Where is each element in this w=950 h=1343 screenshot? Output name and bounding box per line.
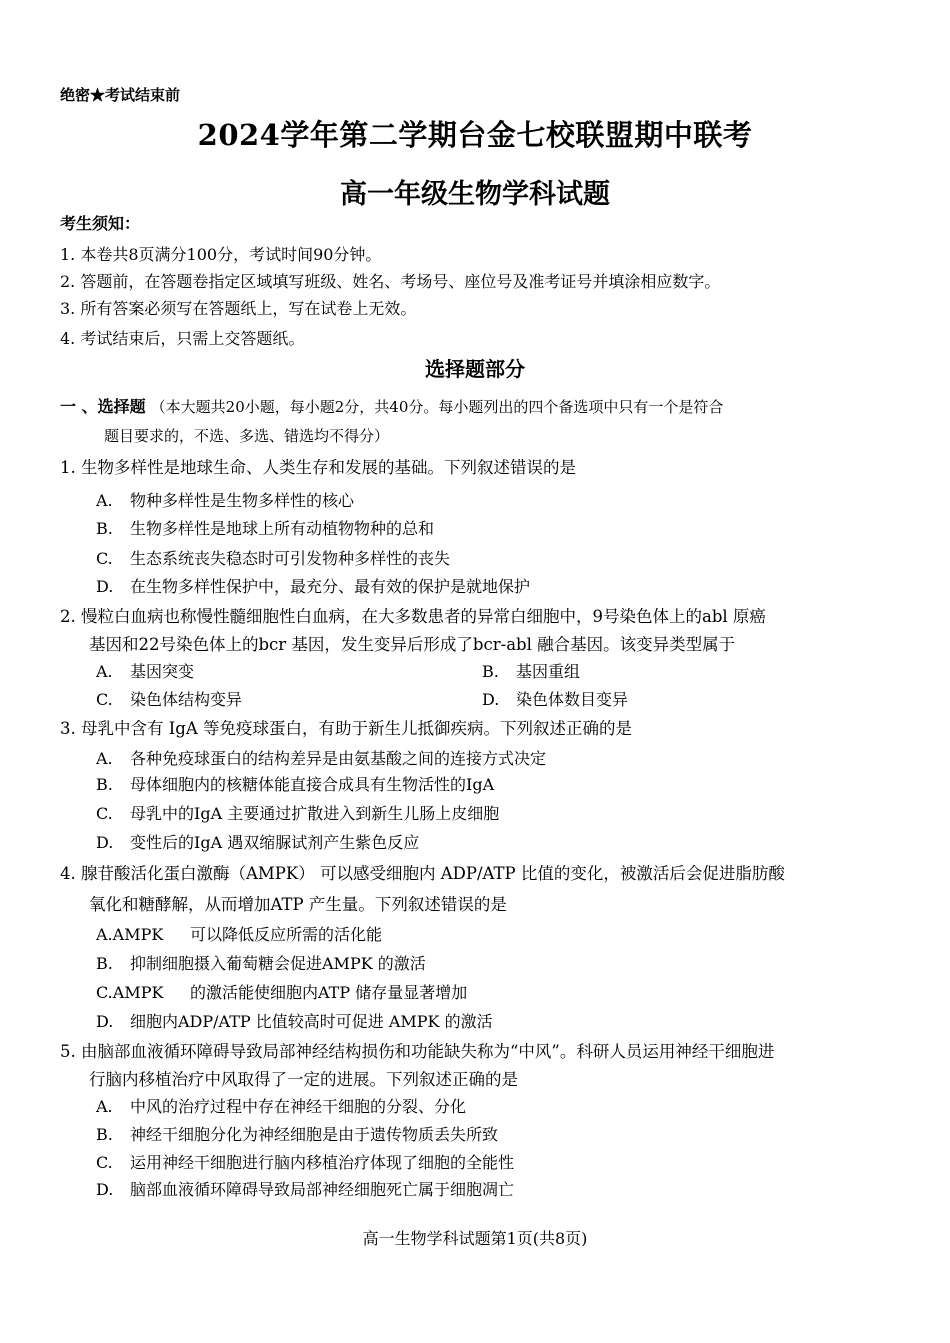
question-1-stem: 1. 生物多样性是地球生命、人类生存和发展的基础。下列叙述错误的是: [60, 458, 576, 477]
option-text: 神经干细胞分化为神经细胞是由于遗传物质丢失所致: [130, 1125, 499, 1144]
option-letter: B.: [96, 1125, 113, 1144]
option-letter: B.: [96, 775, 113, 794]
option-letter: C.: [96, 804, 113, 823]
option-text: 脑部血液循环障碍导致局部神经细胞死亡属于细胞凋亡: [130, 1180, 515, 1199]
question-5-option-b: [96, 1122, 498, 1145]
option-letter: A.AMPK: [96, 925, 164, 944]
option-letter: A.: [96, 1097, 113, 1116]
option-letter: A.: [96, 749, 113, 768]
option-text: 各种免疫球蛋白的结构差异是由氨基酸之间的连接方式决定: [130, 749, 547, 768]
question-4-stem-cont: 氧化和糖酵解，从而增加ATP 产生量。下列叙述错误的是: [89, 895, 507, 914]
option-letter: D.: [96, 577, 114, 596]
option-text: 抑制细胞摄入葡萄糖会促进AMPK 的激活: [130, 954, 426, 973]
option-text: 物种多样性是生物多样性的核心: [130, 491, 355, 510]
part-instructions: （本大题共20小题，每小题2分，共40分。每小题列出的四个备选项中只有一个是符合: [150, 398, 724, 416]
question-4-option-c: [96, 980, 467, 1003]
part-heading: [60, 394, 723, 417]
option-letter: D.: [96, 1180, 114, 1199]
option-letter: B.: [96, 519, 113, 538]
question-2-stem: 2. 慢粒白血病也称慢性髓细胞性白血病，在大多数患者的异常白细胞中，9号染色体上的abl 原癌: [60, 607, 766, 626]
question-5-option-a: [96, 1094, 466, 1117]
option-letter: D.: [96, 1012, 114, 1031]
question-2-option-d: [482, 687, 628, 710]
option-text: 母体细胞内的核糖体能直接合成具有生物活性的IgA: [130, 775, 495, 794]
option-text: 运用神经干细胞进行脑内移植治疗体现了细胞的全能性: [130, 1153, 515, 1172]
option-text: 染色体数目变异: [516, 690, 629, 709]
option-text: 母乳中的IgA 主要通过扩散进入到新生儿肠上皮细胞: [130, 804, 500, 823]
part-instructions-cont: 题目要求的，不选、多选、错选均不得分）: [104, 427, 390, 445]
option-letter: B.: [482, 662, 499, 681]
question-4-stem: 4. 腺苷酸活化蛋白激酶（AMPK） 可以感受细胞内 ADP/ATP 比值的变化，被激活后会促进脂肪酸: [60, 864, 785, 883]
option-letter: A.: [96, 662, 113, 681]
question-1-option-b: [96, 516, 434, 539]
question-5-stem: 5. 由脑部血液循环障碍导致局部神经结构损伤和功能缺失称为“中风”。科研人员运用神经干细胞进: [60, 1042, 775, 1061]
question-5-stem-cont: 行脑内移植治疗中风取得了一定的进展。下列叙述正确的是: [89, 1070, 518, 1089]
option-letter: A.: [96, 491, 113, 510]
question-4-option-a: [96, 922, 382, 945]
option-letter: C.: [96, 549, 113, 568]
option-text: 可以降低反应所需的活化能: [190, 925, 383, 944]
page-footer: 高一生物学科试题第1页(共8页): [362, 1229, 588, 1248]
question-3-option-a: [96, 746, 546, 769]
notice-item: 4. 考试结束后，只需上交答题纸。: [60, 329, 305, 348]
question-4-option-d: [96, 1009, 493, 1032]
question-3-option-b: [96, 772, 494, 795]
part-label: 一 、选择题: [60, 397, 146, 416]
notice-heading: 考生须知：: [60, 214, 141, 233]
question-3-option-d: [96, 830, 419, 853]
question-5-option-d: [96, 1177, 514, 1200]
question-3-stem: 3. 母乳中含有 IgA 等免疫球蛋白，有助于新生儿抵御疾病。下列叙述正确的是: [60, 719, 632, 738]
option-text: 生态系统丧失稳态时可引发物种多样性的丧失: [130, 549, 451, 568]
option-text: 生物多样性是地球上所有动植物物种的总和: [130, 519, 435, 538]
section-title: 选择题部分: [425, 357, 525, 381]
notice-item: 1. 本卷共8页满分100分，考试时间90分钟。: [60, 245, 382, 264]
question-2-option-c: [96, 687, 242, 710]
notice-item: 3. 所有答案必须写在答题纸上，写在试卷上无效。: [60, 299, 417, 318]
option-letter: C.: [96, 690, 113, 709]
question-2-option-b: [482, 659, 580, 682]
option-text: 在生物多样性保护中，最充分、最有效的保护是就地保护: [130, 577, 531, 596]
option-text: 变性后的IgA 遇双缩脲试剂产生紫色反应: [130, 833, 420, 852]
question-2-stem-cont: 基因和22号染色体上的bcr 基因，发生变异后形成了bcr-abl 融合基因。该变异类型属于: [89, 635, 736, 654]
option-text: 基因重组: [516, 662, 581, 681]
option-letter: D.: [482, 690, 500, 709]
confidential-mark: 绝密★考试结束前: [60, 86, 181, 104]
option-text: 染色体结构变异: [130, 690, 243, 709]
question-3-option-c: [96, 801, 499, 824]
option-text: 细胞内ADP/ATP 比值较高时可促进 AMPK 的激活: [130, 1012, 493, 1031]
exam-title: 2024学年第二学期台金七校联盟期中联考: [197, 118, 753, 152]
question-2-option-a: [96, 659, 194, 682]
option-letter: C.AMPK: [96, 983, 164, 1002]
question-4-option-b: [96, 951, 426, 974]
option-text: 中风的治疗过程中存在神经干细胞的分裂、分化: [130, 1097, 467, 1116]
option-text: 基因突变: [130, 662, 195, 681]
exam-subtitle: 高一年级生物学科试题: [340, 179, 610, 210]
question-1-option-d: [96, 574, 530, 597]
question-1-option-c: [96, 546, 450, 569]
question-1-option-a: [96, 488, 354, 511]
option-text: 的激活能使细胞内ATP 储存量显著增加: [190, 983, 468, 1002]
option-letter: B.: [96, 954, 113, 973]
option-letter: C.: [96, 1153, 113, 1172]
option-letter: D.: [96, 833, 114, 852]
notice-item: 2. 答题前，在答题卷指定区域填写班级、姓名、考场号、座位号及准考证号并填涂相应数字。: [60, 272, 721, 291]
question-5-option-c: [96, 1150, 514, 1173]
